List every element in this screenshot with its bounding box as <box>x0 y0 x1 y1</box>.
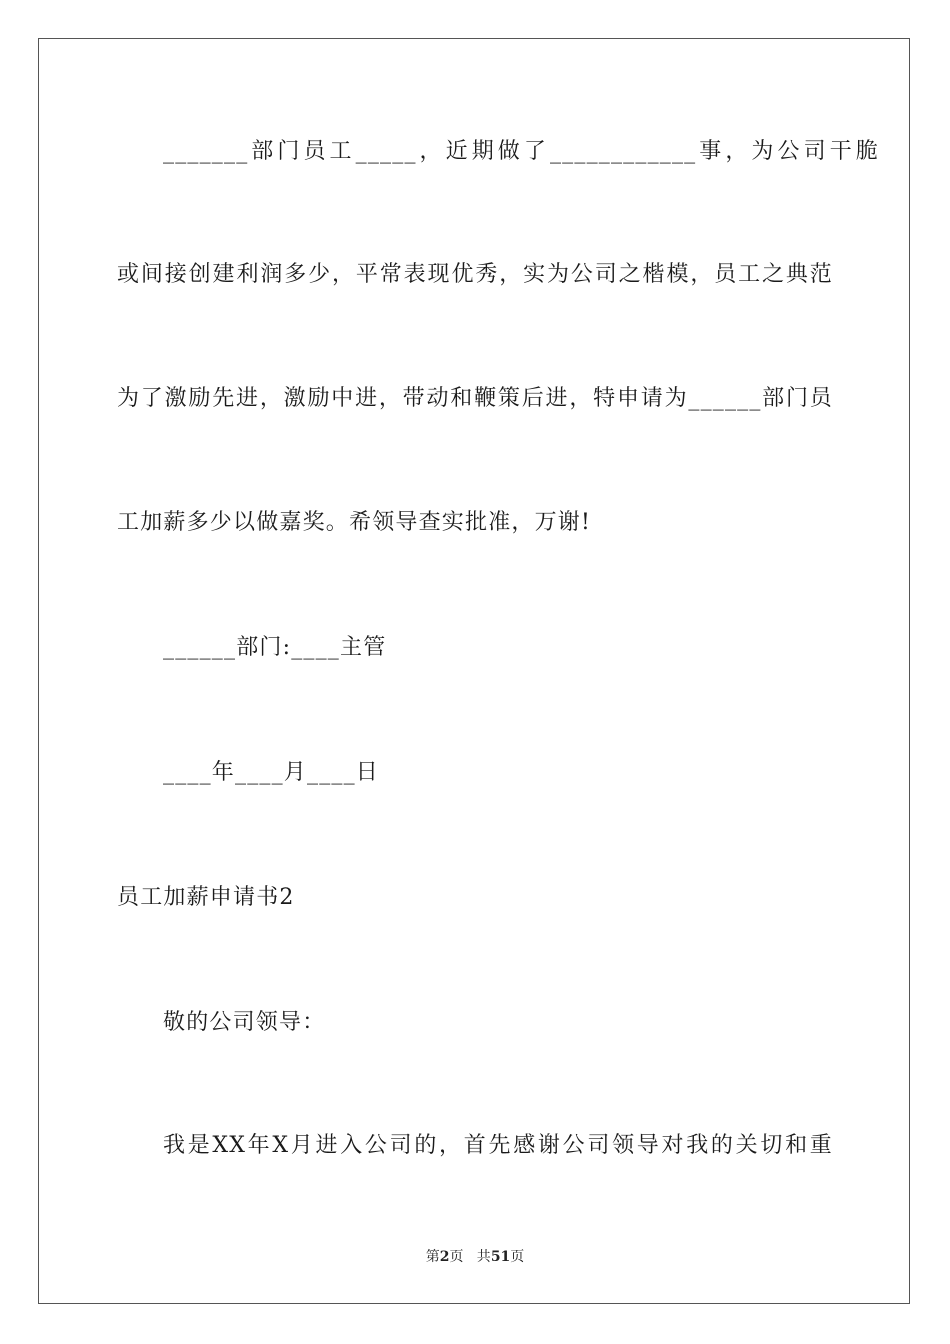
salutation: 敬的公司领导： <box>163 1010 326 1035</box>
footer-prefix: 第 <box>425 1249 440 1265</box>
paragraph-line-5: 我是XX年X月进入公司的，首先感谢公司领导对我的关切和重 <box>163 1133 833 1158</box>
paragraph-line-1: _______部门员工_____，近期做了____________事，为公司干脆 <box>163 139 879 164</box>
paragraph-line-3: 为了激励先进，激励中进，带动和鞭策后进，特申请为______部门员 <box>117 386 833 411</box>
paragraph-line-2: 或间接创建利润多少，平常表现优秀，实为公司之楷模，员工之典范 <box>117 262 833 287</box>
page-footer <box>0 1248 950 1266</box>
footer-mid: 页 共 <box>449 1249 491 1265</box>
signature-department-line: ______部门:____主管 <box>163 635 387 660</box>
footer-page-total: 51 <box>490 1249 511 1265</box>
page-border <box>38 38 910 1304</box>
section-title: 员工加薪申请书2 <box>117 885 295 910</box>
footer-page-current: 2 <box>439 1249 450 1265</box>
signature-date-line: ____年____月____日 <box>163 760 380 785</box>
paragraph-line-4: 工加薪多少以做嘉奖。希领导查实批准，万谢! <box>117 510 592 535</box>
footer-suffix: 页 <box>510 1249 525 1265</box>
